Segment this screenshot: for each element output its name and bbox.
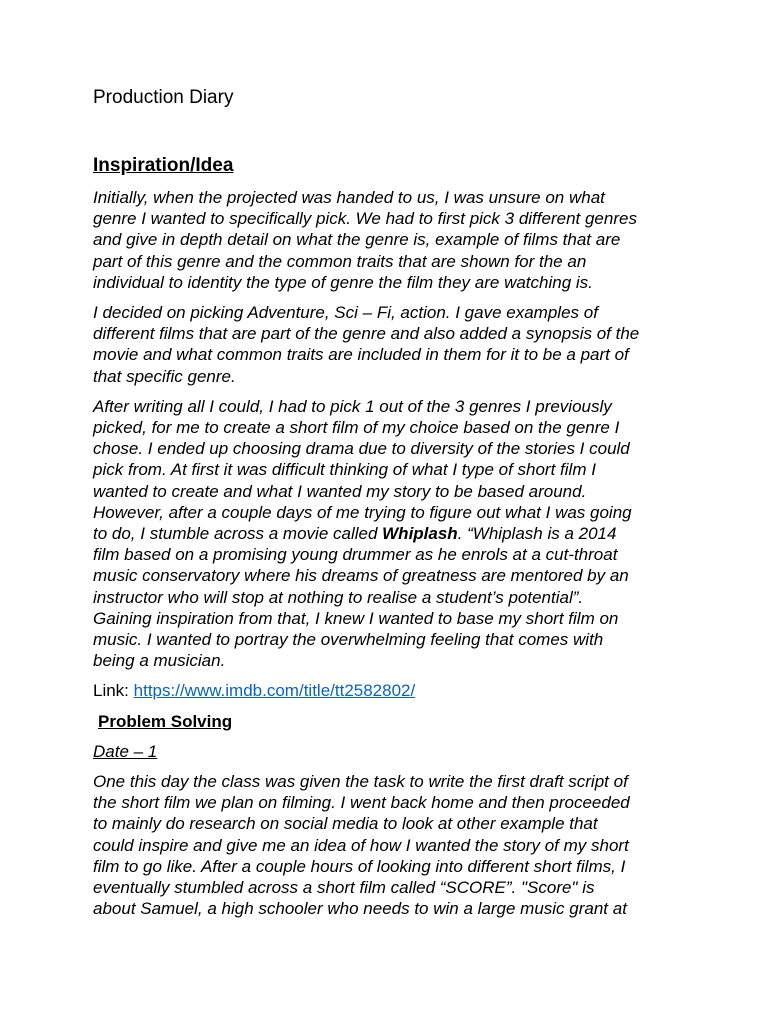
- document-title: Production Diary: [93, 87, 234, 108]
- paragraph-4: One this day the class was given the task to write the first draft script of the short film we plan on filming. I went back home and then proceeded to mainly do research on social media to look at other example that could inspire and give me an idea of how I wanted the story of my short film to go like. After a couple hours of looking into different short films, I eventually stumbled across a short film called “SCORE”. "Score" is about Samuel, a high schooler who needs to win a large music grant at: [93, 772, 630, 919]
- movie-title-whiplash: Whiplash: [382, 524, 458, 544]
- date-label: Date – 1: [93, 741, 158, 761]
- link-line: [93, 680, 678, 701]
- paragraph-1: Initially, when the projected was handed to us, I was unsure on what genre I wanted to specifically pick. We had to first pick 3 different genres and give in depth detail on what the genre is, example of films that are part of this genre and the common traits that are shown for the an individual to identity the type of genre the film they are watching is.: [93, 188, 637, 292]
- section-heading-inspiration: Inspiration/Idea: [93, 155, 234, 176]
- paragraph-3-text-start: After writing all I could, I had to pick 1 out of the 3 genres I previously picked, for me to create a short film of my choice based on the genre I chose. I ended up choosing drama due to diversity of the stories I could pick from. At first it was difficult thinking of what I type of short film I wanted to create and what I wanted my story to be based around. However, after a couple days of me trying to figure out what I was going to do, I stumble across a movie called: [93, 396, 632, 544]
- imdb-link[interactable]: https://www.imdb.com/title/tt2582802/: [133, 681, 416, 701]
- paragraph-3-text-end: . “Whiplash is a 2014 film based on a promising young drummer as he enrols at a cut-throat music conservatory where his dreams of greatness are mentored by an instructor who will stop at nothing to realise a student’s potential”. Gaining inspiration from that, I knew I wanted to base my short film on music. I wanted to portray the overwhelming feeling that comes with being a musician.: [93, 524, 629, 671]
- paragraph-3: [93, 396, 678, 672]
- paragraph-2: I decided on picking Adventure, Sci – Fi, action. I gave examples of different films that are part of the genre and also added a synopsis of the movie and what common traits are included in them for it to be a part of that specific genre.: [93, 303, 640, 386]
- section-heading-problem-solving: Problem Solving: [98, 711, 233, 731]
- link-label: Link:: [93, 681, 134, 701]
- document-page: [93, 86, 678, 929]
